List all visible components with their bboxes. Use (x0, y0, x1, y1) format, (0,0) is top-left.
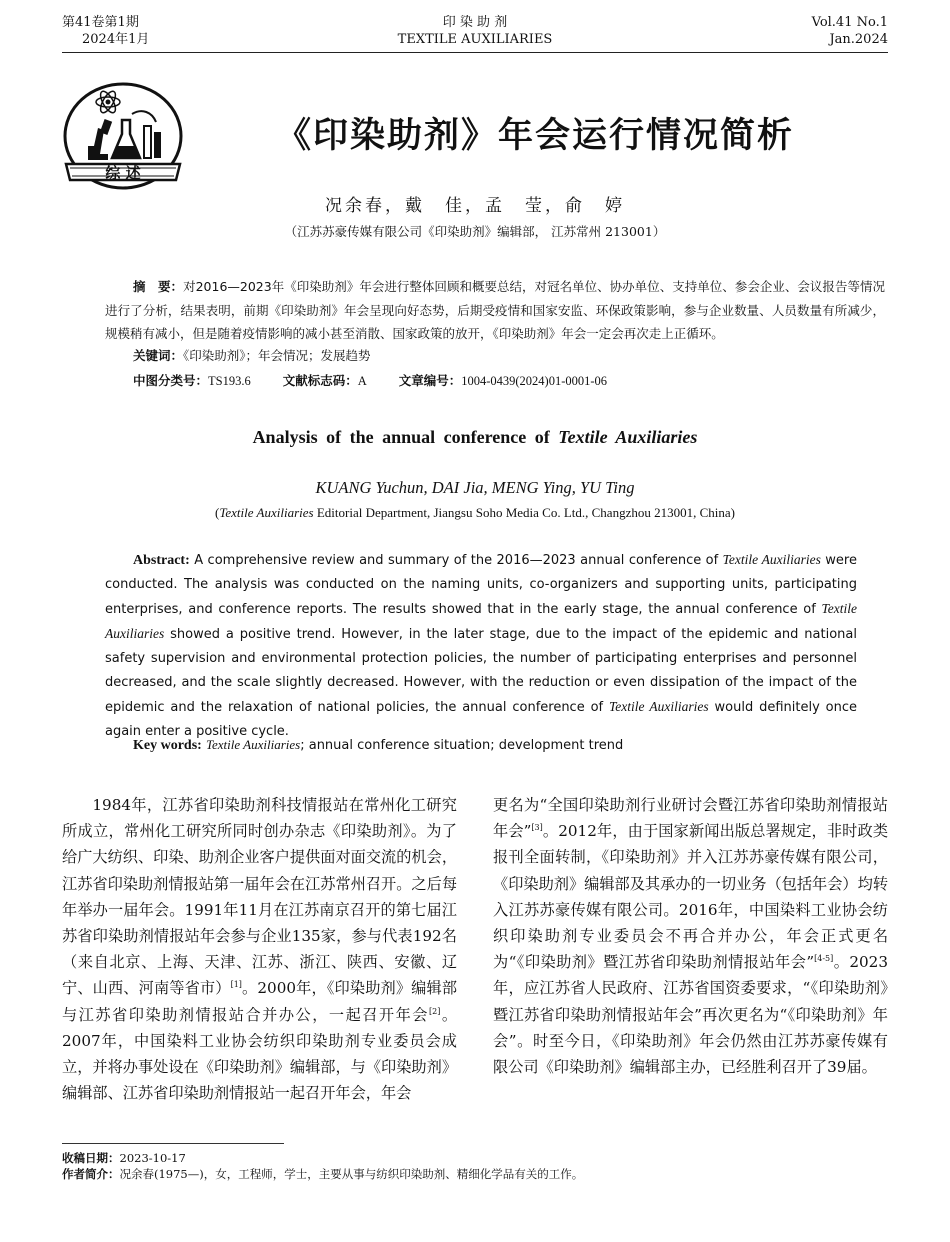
body-paragraph-1 (62, 792, 457, 1106)
review-section-logo (60, 80, 186, 196)
keywords-en-label: Key words: (133, 738, 202, 753)
english-title-journal: Textile Auxiliaries (558, 427, 698, 447)
body-paragraph-1-cont (493, 792, 888, 1080)
english-title-text: Analysis of the annual conference of (252, 427, 550, 447)
footnote-received (62, 1150, 186, 1167)
body-text: 。2000年，《印染助剂》编辑部与江苏省印染助剂情报站合并办公，一起召开年会 (62, 979, 458, 1024)
article-number-value: 1004-0439(2024)01-0001-06 (461, 374, 608, 388)
abstract-en-journal-1: Textile Auxiliaries (722, 552, 821, 567)
received-value: 2023-10-17 (119, 1151, 186, 1165)
abstract-en-journal-3: Textile Auxiliaries (609, 699, 709, 714)
header-volume-en-block (812, 14, 888, 48)
citation-ref: [2] (428, 1006, 441, 1016)
body-text: 更名为“全国印染助剂行业研讨会暨江苏省印染助剂情报站年会” (493, 796, 888, 841)
bio-label: 作者简介： (62, 1167, 120, 1181)
doc-code-value: A (357, 374, 367, 388)
english-authors: KUANG Yuchun, DAI Jia, MENG Ying, YU Ting (315, 478, 635, 497)
keywords-en (133, 737, 623, 754)
english-affiliation (0, 505, 950, 521)
english-affil-text: Editorial Department, Jiangsu Soho Media Co. Ltd., Changzhou 213001, China) (313, 505, 735, 520)
body-column-left (62, 792, 457, 1106)
logo-label: 综 述 (105, 164, 141, 182)
abstract-en-label: Abstract: (133, 553, 190, 568)
body-text: 。2007年，中国染料工业协会纺织印染助剂专业委员会成立，并将办事处设在《印染助剂》编辑部，与《印染助剂》编辑部、江苏省印染助剂情报站一起召开年会，年会 (62, 1005, 458, 1103)
header-divider (62, 52, 888, 53)
header-journal-en: TEXTILE AUXILIARIES (397, 32, 553, 47)
abstract-en-text-2: were conducted. The analysis was conducted on the naming units, co-organizers and supporting units, participating enterprises, and conference reports. The results showed that in the early stage, the annual conference of (105, 553, 857, 617)
abstract-cn (105, 275, 885, 346)
keywords-cn (133, 346, 371, 364)
english-affil-journal: Textile Auxiliaries (219, 505, 314, 520)
chemistry-emblem-icon (60, 80, 186, 196)
abstract-en-text-1: A comprehensive review and summary of the 2016—2023 annual conference of (189, 553, 723, 568)
header-date-en: Jan.2024 (829, 32, 888, 47)
abstract-cn-label: 摘 要： (133, 279, 184, 294)
citation-ref: [4-5] (814, 954, 834, 964)
body-column-right (493, 792, 888, 1080)
body-text: 。2023年，应江苏省人民政府、江苏省国资委要求，“《印染助剂》暨江苏省印染助剂情报站年会”再次更名为“《印染助剂》年会”。时至今日，《印染助剂》年会仍然由江苏苏豪传媒有限公司《印染助剂》编辑部主办，已经胜利召开了39届。 (493, 953, 888, 1077)
article-number-label: 文章编号： (398, 373, 462, 388)
footnote-divider (62, 1143, 284, 1144)
clc-label: 中图分类号： (133, 373, 209, 388)
english-title (0, 427, 950, 448)
citation-ref: [1] (230, 980, 242, 990)
authors-cn: 况余春，戴 佳，孟 莹，俞 婷 (325, 196, 625, 216)
keywords-cn-label: 关键词： (133, 348, 184, 363)
header-journal-block (0, 14, 950, 48)
header-volume-en: Vol.41 No.1 (811, 15, 888, 30)
page-title: 《印染助剂》年会运行情况简析 (275, 116, 794, 156)
abstract-cn-text: 对2016—2023年《印染助剂》年会进行整体回顾和概要总结，对冠名单位、协办单位、支持单位、参会企业、会议报告等情况进行了分析，结果表明，前期《印染助剂》年会呈现向好态势，后期受疫情和国家安监、环保政策影响，参与企业数量、人员数量有所减少，规模稍有减小，但是随着疫情影响的减小甚至消散、国家政策的放开，《印染助剂》年会一定会再次走上正循环。 (105, 279, 885, 341)
citation-ref: [3] (531, 823, 543, 833)
keywords-en-text: ; annual conference situation; development trend (300, 738, 624, 753)
body-text: 。2012年，由于国家新闻出版总署规定，非时政类报刊全面转制，《印染助剂》并入江苏苏豪传媒有限公司，《印染助剂》编辑部及其承办的一切业务（包括年会）均转入江苏苏豪传媒有限公司。2016年，中国染料工业协会纺织印染助剂专业委员会不再合并办公，年会正式更名为“《印染助剂》暨江苏省印染助剂情报站年会” (493, 822, 889, 972)
keywords-cn-text: 《印染助剂》；年会情况；发展趋势 (183, 348, 371, 363)
doc-code-label: 文献标志码： (282, 373, 358, 388)
affiliation-cn: （江苏苏豪传媒有限公司《印染助剂》编辑部， 江苏常州 213001） (284, 224, 666, 239)
abstract-en (105, 548, 857, 744)
clc-value: TS193.6 (208, 374, 251, 388)
abstract-en-text-4: would definitely once again enter a positive cycle. (105, 700, 857, 739)
received-label: 收稿日期： (62, 1151, 120, 1165)
abstract-en-journal-2: Textile Auxiliaries (105, 601, 857, 641)
bio-value: 况余春(1975—)，女，工程师，学士，主要从事与纺织印染助剂、精细化学品有关的工作。 (119, 1167, 584, 1181)
body-text: 1984年，江苏省印染助剂科技情报站在常州化工研究所成立，常州化工研究所同时创办杂志《印染助剂》。为了给广大纺织、印染、助剂企业客户提供面对面交流的机会，江苏省印染助剂情报站第一届年会在江苏常州召开。之后每年举办一届年会。1991年11月在江苏南京召开的第七届江苏省印染助剂情报站年会参与企业135家，参与代表192名（来自北京、上海、天津、江苏、浙江、陕西、安徽、辽宁、山西、河南等省市） (62, 796, 457, 998)
classification-line (133, 371, 607, 389)
abstract-en-text-3: showed a positive trend. However, in the later stage, due to the impact of the epidemic and national safety supervision and environmental protection policies, the number of participating enterprises and personnel decreased, and the scale slightly decreased. However, with the reduction or even dissipation of the impact of the epidemic and the relaxation of national policies, the annual conference of (105, 627, 857, 715)
header-journal-cn: 印 染 助 剂 (442, 15, 508, 30)
english-affil-open: ( (215, 505, 220, 520)
header-volume: 第41卷第1期 (62, 15, 139, 30)
footnote-author-bio (62, 1166, 583, 1183)
keywords-en-journal: Textile Auxiliaries (205, 737, 301, 752)
header-date: 2024年1月 (82, 32, 150, 47)
